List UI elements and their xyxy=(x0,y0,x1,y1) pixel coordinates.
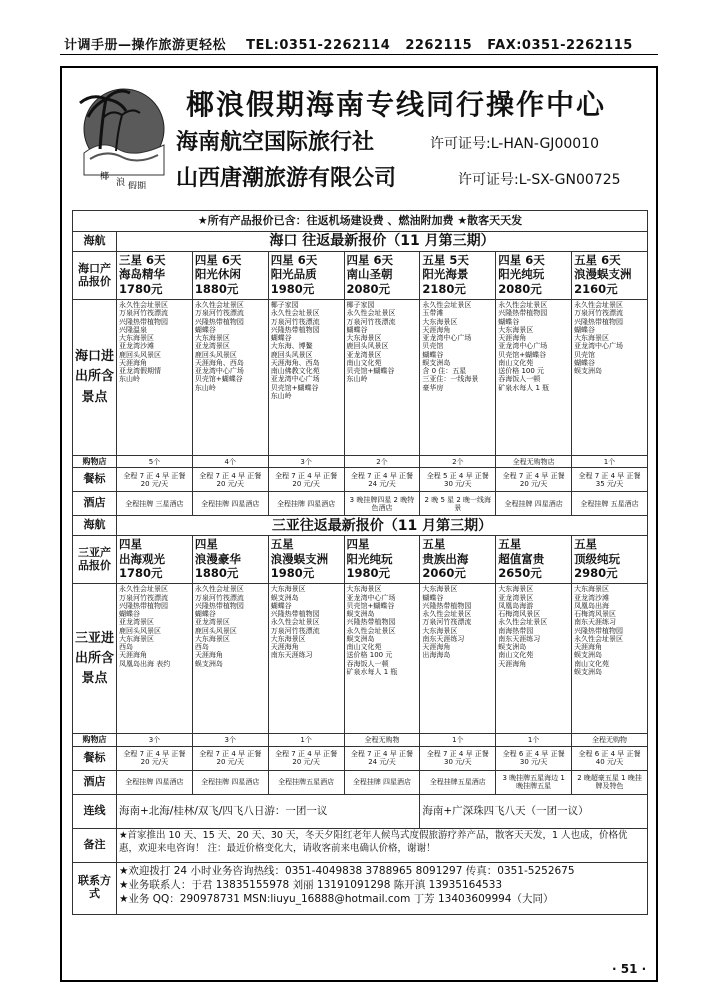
sanya-sights-label: 三亚进出所含景点 xyxy=(73,584,117,734)
sanya-sights: 大东海景区 蝴蝶谷 兴隆热带植物园 永久性会址景区 万泉河竹筏漂流 大东海景区 南东天涯练习 天涯海角 出海海岛 xyxy=(420,584,496,734)
sanya-sights: 大东海景区 亚龙湾沙滩 凤凰岛出海 石梅湾风景区 南东天涯练习 兴隆热带植物园 永久性会址景区 天涯海角 蜈支洲岛 南山文化苑 蜈支洲岛 xyxy=(572,584,648,734)
sanya-section-title: 三亚往返最新报价（11 月第三期） xyxy=(117,516,648,536)
lines-text-1: 海南+北海/桂林/双飞/四飞八日游：一团一议 xyxy=(117,794,420,828)
logo-char-3: 假期 xyxy=(128,182,147,189)
sanya-airline: 海航 xyxy=(73,516,117,536)
sanya-sights: 永久性会址景区 万泉河竹筏漂流 兴隆热带植物园 蝴蝶谷 亚龙湾景区 鹿回头风景区 大东海景区 西岛 天涯海角 蜈支洲岛 xyxy=(192,584,268,734)
haikou-hotel: 全程挂牌 四星酒店 xyxy=(496,492,572,516)
haikou-product: 五星 6天 浪漫蜈支洲 2160元 xyxy=(572,252,648,300)
haikou-sights: 永久性会址景区 兴隆热带植物园 蝴蝶谷 大东海景区 天涯海角 亚龙湾中心广场 贝壳馆+蝴蝶谷 南山文化苑 送价格 100 元 吞海饭人一顿 矿泉水每人 1 瓶 xyxy=(496,300,572,456)
haikou-hotel: 全程挂牌 四星酒店 xyxy=(192,492,268,516)
sanya-hotel-label: 酒店 xyxy=(73,770,117,794)
haikou-sights: 永久性会址景区 万泉河竹筏漂流 兴隆热带植物园 蝴蝶谷 大东海景区 亚龙湾中心广场 贝壳馆 蝴蝶谷 蜈支洲岛 xyxy=(572,300,648,456)
haikou-shop-count: 2个 xyxy=(344,456,420,468)
haikou-meal: 全程 7 正 4 早 正餐 20 元/天 xyxy=(496,468,572,492)
license-2: 许可证号:L-SX-GN00725 xyxy=(458,172,621,188)
haikou-meal: 全程 7 正 4 早 正餐 24 元/天 xyxy=(344,468,420,492)
haikou-hotel: 全程挂牌 三星酒店 xyxy=(117,492,193,516)
top-banner xyxy=(64,34,654,53)
haikou-hotel: 全程挂牌 四星酒店 xyxy=(268,492,344,516)
haikou-sights: 永久性会址景区 万泉河竹筏漂流 兴隆热带植物园 蝴蝶谷 大东海景区 亚龙湾景区 鹿回头风景区 天涯海角、西岛 亚龙湾中心广场 贝壳馆+蝴蝶谷 东山岭 xyxy=(192,300,268,456)
contact-persons: ★业务联系人：于君 13835155978 刘丽 13191091298 陈开滇 13935164533 xyxy=(119,879,503,892)
sanya-shop-count: 全程无购物 xyxy=(572,734,648,746)
haikou-product: 三星 6天 海岛精华 1780元 xyxy=(117,252,193,300)
haikou-meal: 全程 7 正 4 早 正餐 35 元/天 xyxy=(572,468,648,492)
sanya-hotel: 全程挂牌 四星酒店 xyxy=(344,770,420,794)
haikou-hotel: 2 晚 5 星 2 晚一线海景 xyxy=(420,492,496,516)
sanya-hotel: 全程挂牌五星酒店 xyxy=(268,770,344,794)
sanya-meal: 全程 7 正 4 早 正餐 24 元/天 xyxy=(344,746,420,770)
sanya-shop-count: 1个 xyxy=(420,734,496,746)
contact-hotline: ★欢迎拨打 24 小时业务咨询热线：0351-4049838 3788965 8091297 传真：0351-5252675 xyxy=(119,864,575,877)
haikou-shop-count: 2个 xyxy=(420,456,496,468)
top-tel2: 2262115 xyxy=(405,38,473,53)
haikou-shop-count: 1个 xyxy=(572,456,648,468)
haikou-product: 四星 6天 阳光休闲 1880元 xyxy=(192,252,268,300)
haikou-meal: 全程 7 正 4 早 正餐 20 元/天 xyxy=(192,468,268,492)
sanya-hotel: 全程挂牌 四星酒店 xyxy=(192,770,268,794)
haikou-meal: 全程 7 正 4 早 正餐 20 元/天 xyxy=(268,468,344,492)
sanya-meal: 全程 7 正 4 早 正餐 30 元/天 xyxy=(420,746,496,770)
haikou-product: 四星 6天 阳光纯玩 2080元 xyxy=(496,252,572,300)
sanya-meal: 全程 7 正 4 早 正餐 20 元/天 xyxy=(192,746,268,770)
sanya-product: 四星 浪漫豪华 1880元 xyxy=(192,536,268,584)
haikou-product: 四星 6天 南山圣朝 2080元 xyxy=(344,252,420,300)
header xyxy=(66,73,652,201)
haikou-shop-count: 全程无购物店 xyxy=(496,456,572,468)
license-1: 许可证号:L-HAN-GJ00010 xyxy=(430,136,599,152)
haikou-meal: 全程 7 正 4 早 正餐 20 元/天 xyxy=(117,468,193,492)
sanya-shop-count: 1个 xyxy=(268,734,344,746)
logo-char-2: 浪 xyxy=(116,178,126,188)
price-note: ★所有产品报价已含：往返机场建设费 、燃油附加费 ★散客天天发 xyxy=(73,211,648,232)
sanya-hotel: 2 晚超豪五星 1 晚挂牌及特色 xyxy=(572,770,648,794)
sanya-meal: 全程 7 正 4 早 正餐 20 元/天 xyxy=(117,746,193,770)
haikou-airline: 海航 xyxy=(73,232,117,252)
sanya-hotel: 3 晚挂牌五星海边 1 晚挂牌五星 xyxy=(496,770,572,794)
sanya-hotel: 全程挂牌五星酒店 xyxy=(420,770,496,794)
sanya-product: 五星 贵族出海 2060元 xyxy=(420,536,496,584)
sanya-shop-count: 3个 xyxy=(117,734,193,746)
sanya-meal: 全程 7 正 4 早 正餐 20 元/天 xyxy=(268,746,344,770)
logo-char-1: 椰 xyxy=(100,172,110,182)
sanya-shops-label: 购物店 xyxy=(73,734,117,746)
haikou-shop-count: 5个 xyxy=(117,456,193,468)
sanya-product: 五星 超值富贵 2650元 xyxy=(496,536,572,584)
haikou-sights: 永久性会址景区 万泉河竹筏漂流 兴隆热带植物园 兴隆温泉 大东海景区 亚龙湾沙滩 鹿回头风景区 天涯海角 亚龙湾假期情 东山岭 xyxy=(117,300,193,456)
remarks-text: ★首家推出 10 天、15 天、20 天、30 天，冬天夕阳红老年人候鸟式度假旅游疗养产品，散客天天发，1 人也成，价格优惠，欢迎来电咨询！ 注：最近价格变化大，请收客前来电确认价格，谢谢！ xyxy=(117,828,648,862)
haikou-shop-count: 3个 xyxy=(268,456,344,468)
sanya-sights: 大东海景区 亚龙湾中心广场 贝壳馆+蝴蝶谷 蜈支洲岛 兴隆热带植物园 永久性会址景区 蜈支洲岛 南山文化苑 送价格 100 元 吞海饭人一顿 矿泉水每人 1 瓶 xyxy=(344,584,420,734)
haikou-meal: 全程 5 正 4 早 正餐 30 元/天 xyxy=(420,468,496,492)
remarks-label: 备注 xyxy=(73,828,117,862)
sanya-meals-label: 餐标 xyxy=(73,746,117,770)
contact-block xyxy=(117,862,648,914)
sanya-sights: 永久性会址景区 万泉河竹筏漂流 兴隆热带植物园 蝴蝶谷 亚龙湾景区 鹿回头风景区 大东海景区 西岛 天涯海角 凤凰岛出海 表约 xyxy=(117,584,193,734)
haikou-shops-label: 购物店 xyxy=(73,456,117,468)
sanya-hotel: 全程挂牌 四星酒店 xyxy=(117,770,193,794)
sanya-shop-count: 3个 xyxy=(192,734,268,746)
sanya-products-label: 三亚产品报价 xyxy=(73,536,117,584)
haikou-product: 四星 6天 阳光品质 1980元 xyxy=(268,252,344,300)
sanya-product: 四星 出海观光 1780元 xyxy=(117,536,193,584)
sanya-shop-count: 全程无购物 xyxy=(344,734,420,746)
sanya-meal: 全程 6 正 4 早 正餐 30 元/天 xyxy=(496,746,572,770)
sanya-meal: 全程 6 正 4 早 正餐 40 元/天 xyxy=(572,746,648,770)
price-table xyxy=(72,210,648,915)
haikou-sights: 椰子家园 永久性会址景区 万泉河竹筏漂流 兴隆热带植物园 蝴蝶谷 大东海、博鳌 鹿回头风景区 天涯海角、西岛 南山佛教文化苑 亚龙湾中心广场 贝壳馆+蝴蝶谷 东山岭 xyxy=(268,300,344,456)
lines-text-2: 海南+广深珠四飞八天（一团一议） xyxy=(420,794,648,828)
haikou-sights: 椰子家园 永久性会址景区 万泉河竹筏漂流 蝴蝶谷 大东海景区 鹿回头风景区 亚龙湾景区 南山文化苑 贝壳馆+蝴蝶谷 东山岭 xyxy=(344,300,420,456)
haikou-hotel-label: 酒店 xyxy=(73,492,117,516)
palm-logo-icon xyxy=(72,79,172,189)
sanya-product: 五星 顶级纯玩 2980元 xyxy=(572,536,648,584)
top-tel: TEL:0351-2262114 xyxy=(246,38,391,53)
sanya-product: 五星 浪漫蜈支洲 1980元 xyxy=(268,536,344,584)
haikou-products-label: 海口产品报价 xyxy=(73,252,117,300)
haikou-hotel: 全程挂牌 五星酒店 xyxy=(572,492,648,516)
page-title: 椰浪假期海南专线同行操作中心 xyxy=(186,88,607,121)
haikou-meals-label: 餐标 xyxy=(73,468,117,492)
haikou-sights: 永久性会址景区 玉带滩 大东海景区 天涯海角 亚龙湾中心广场 贝壳馆 蝴蝶谷 蜈支洲岛 含 0 住：五星 三亚住：一线海景 豪华房 xyxy=(420,300,496,456)
haikou-shop-count: 4个 xyxy=(192,456,268,468)
company-name-2: 山西唐潮旅游有限公司 xyxy=(176,166,397,191)
lines-label: 连线 xyxy=(73,794,117,828)
top-slogan: 计调手册—操作旅游更轻松 xyxy=(64,38,227,53)
company-name-1: 海南航空国际旅行社 xyxy=(176,130,375,155)
contact-label: 联系方式 xyxy=(73,862,117,914)
page-number: · 51 · xyxy=(612,962,647,976)
haikou-sights-label: 海口进出所含景点 xyxy=(73,300,117,456)
top-divider xyxy=(60,54,658,55)
sanya-product: 四星 阳光纯玩 1980元 xyxy=(344,536,420,584)
haikou-product: 五星 5天 阳光海景 2180元 xyxy=(420,252,496,300)
top-fax: FAX:0351-2262115 xyxy=(487,38,633,53)
sanya-sights: 大东海景区 亚龙湾景区 凤凰岛海游 石梅湾风景区 永久性会址景区 南海热带园 南东天涯练习 蜈支洲岛 南山文化苑 天涯海角 xyxy=(496,584,572,734)
haikou-section-title: 海口 往返最新报价（11 月第三期） xyxy=(117,232,648,252)
contact-qq: ★业务 QQ：290978731 MSN:liuyu_16888@hotmail.com 丁芳 13403609994（大同） xyxy=(119,893,554,906)
sanya-shop-count: 1个 xyxy=(496,734,572,746)
sanya-sights: 大东海景区 蜈支洲岛 蝴蝶谷 兴隆热带植物园 永久性会址景区 万泉河竹筏漂流 大东海景区 天涯海角 南东天涯练习 xyxy=(268,584,344,734)
haikou-hotel: 3 晚挂牌四星 2 晚特色酒店 xyxy=(344,492,420,516)
